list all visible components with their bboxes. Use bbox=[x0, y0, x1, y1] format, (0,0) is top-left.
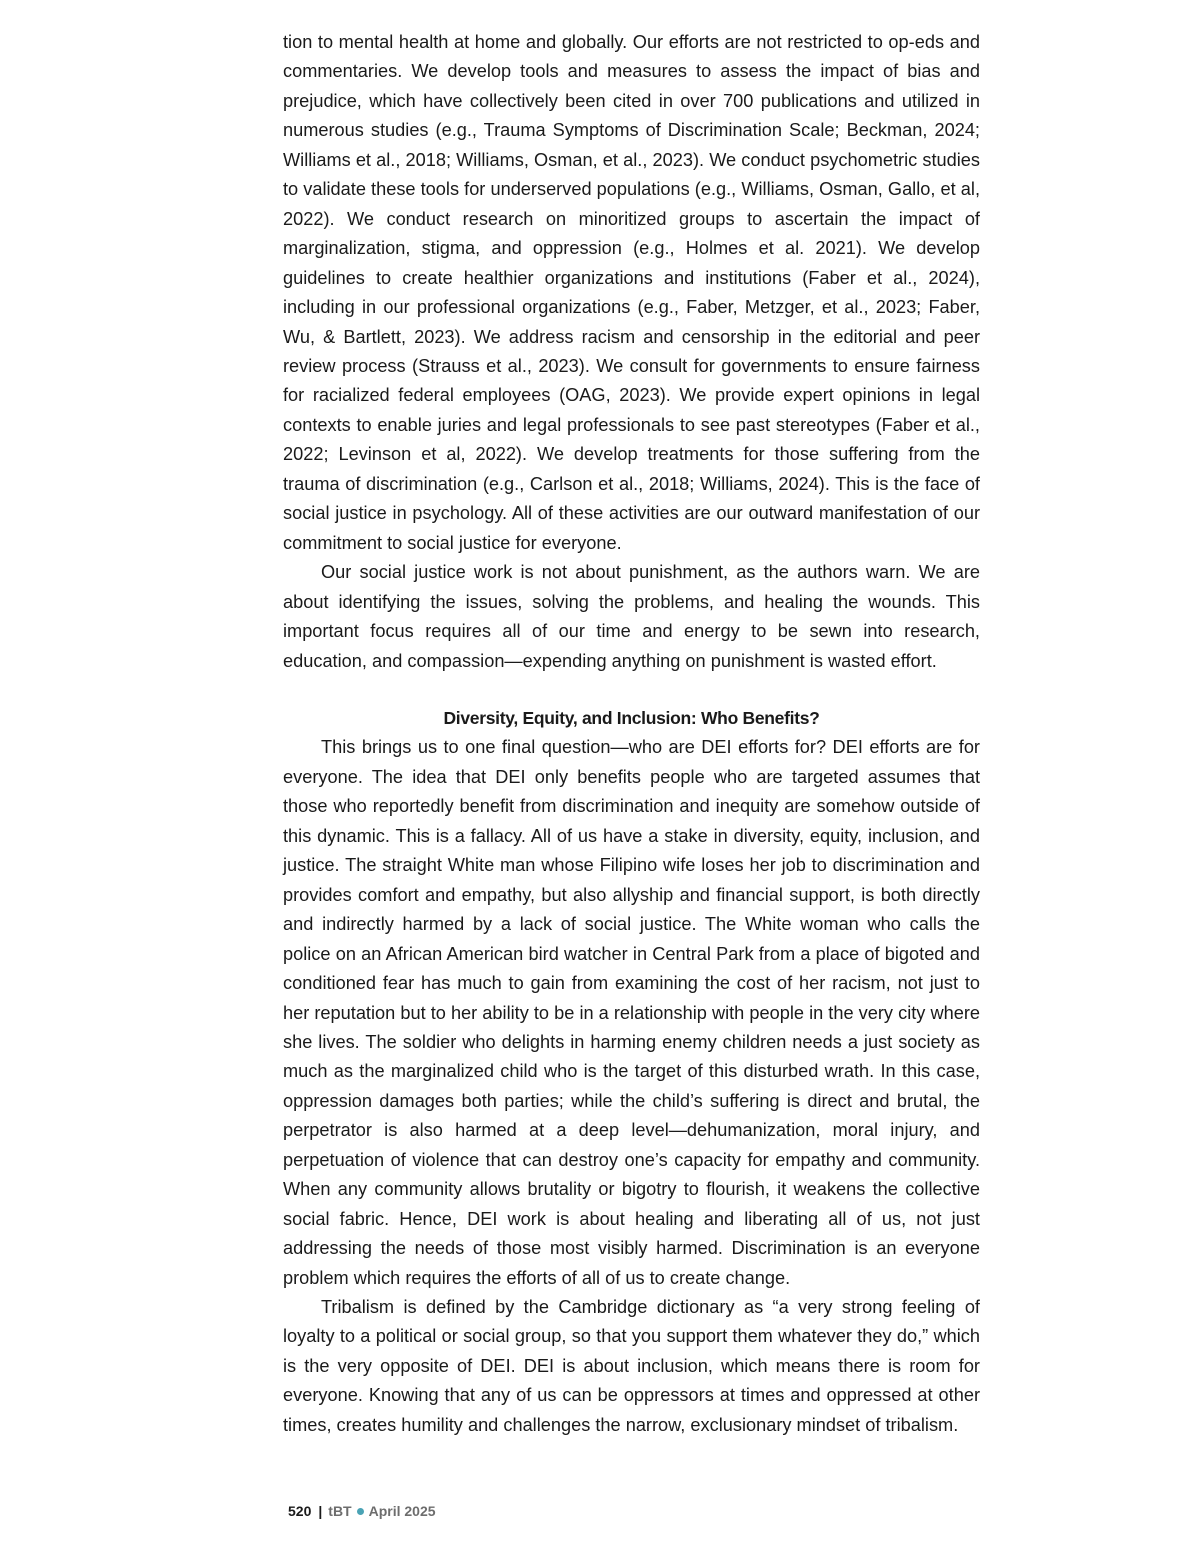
paragraph-continued: tion to mental health at home and globally. Our efforts are not restricted to op-eds and commentaries. We develop tools and measures to assess the impact of bias and prejudice, which have collectively been cited in over 700 publications and utilized in numerous studies (e.g., Trauma Symptoms of Discrimination Scale; Beckman, 2024; Williams et al., 2018; Williams, Osman, et al., 2023). We conduct psychometric studies to validate these tools for underserved populations (e.g., Williams, Osman, Gallo, et al, 2022). We conduct research on minoritized groups to ascertain the impact of marginalization, stigma, and oppression (e.g., Holmes et al. 2021). We develop guidelines to create healthier organizations and institutions (Faber et al., 2024), including in our professional organizations (e.g., Faber, Metzger, et al., 2023; Faber, Wu, & Bartlett, 2023). We address racism and censorship in the editorial and peer review process (Strauss et al., 2023). We consult for governments to ensure fairness for racialized federal employees (OAG, 2023). We provide expert opinions in legal contexts to enable juries and legal professionals to see past stereotypes (Faber et al., 2022; Levinson et al, 2022). We develop treatments for those suffering from the trauma of discrimination (e.g., Carlson et al., 2018; Williams, 2024). This is the face of social justice in psychology. All of these activities are our outward manifestation of our commitment to social justice for everyone. bbox=[283, 32, 980, 553]
issue-date: April 2025 bbox=[368, 1503, 436, 1519]
paragraph-tribalism: Tribalism is defined by the Cambridge dictionary as “a very strong feeling of loyalty to a political or social group, so that you support them whatever they do,” which is the very opposite of DEI. DEI is about inclusion, which means there is room for everyone. Knowing that any of us can be oppressors at times and oppressed at other times, creates humility and challenges the narrow, exclusionary mindset of tribalism. bbox=[283, 1297, 980, 1435]
page-footer bbox=[288, 1501, 436, 1521]
article-body bbox=[283, 28, 980, 1440]
page-number: 520 bbox=[288, 1503, 312, 1519]
footer-separator: | bbox=[318, 1503, 323, 1519]
journal-name: tBT bbox=[328, 1503, 352, 1519]
paragraph-dei-who-benefits: This brings us to one final question—who are DEI efforts for? DEI efforts are for everyone. The idea that DEI only benefits people who are targeted assumes that those who reportedly benefit from discrimination and inequity are somehow outside of this dynamic. This is a fallacy. All of us have a stake in diversity, equity, inclusion, and justice. The straight White man whose Filipino wife loses her job to discrimination and provides comfort and empathy, but also allyship and financial support, is both directly and indirectly harmed by a lack of social justice. The White woman who calls the police on an African American bird watcher in Central Park from a place of bigoted and conditioned fear has much to gain from examining the cost of her racism, not just to her reputation but to her ability to be in a relationship with people in the very city where she lives. The soldier who delights in harming enemy children needs a just society as much as the marginalized child who is the target of this disturbed wrath. In this case, oppression damages both parties; while the child’s suffering is direct and brutal, the perpetrator is also harmed at a deep level—dehumanization, moral injury, and perpetuation of violence that can destroy one’s capacity for empathy and community. When any community allows brutality or bigotry to flourish, it weakens the collective social fabric. Hence, DEI work is about healing and liberating all of us, not just addressing the needs of those most visibly harmed. Discrimination is an everyone problem which requires the efforts of all of us to create change. bbox=[283, 737, 980, 1288]
section-heading: Diversity, Equity, and Inclusion: Who Benefits? bbox=[443, 707, 820, 728]
bullet-dot-icon bbox=[357, 1508, 364, 1515]
paragraph-social-justice-work: Our social justice work is not about punishment, as the authors warn. We are about identifying the issues, solving the problems, and healing the wounds. This important focus requires all of our time and energy to be sewn into research, education, and compassion—expending anything on punishment is wasted effort. bbox=[283, 562, 980, 671]
